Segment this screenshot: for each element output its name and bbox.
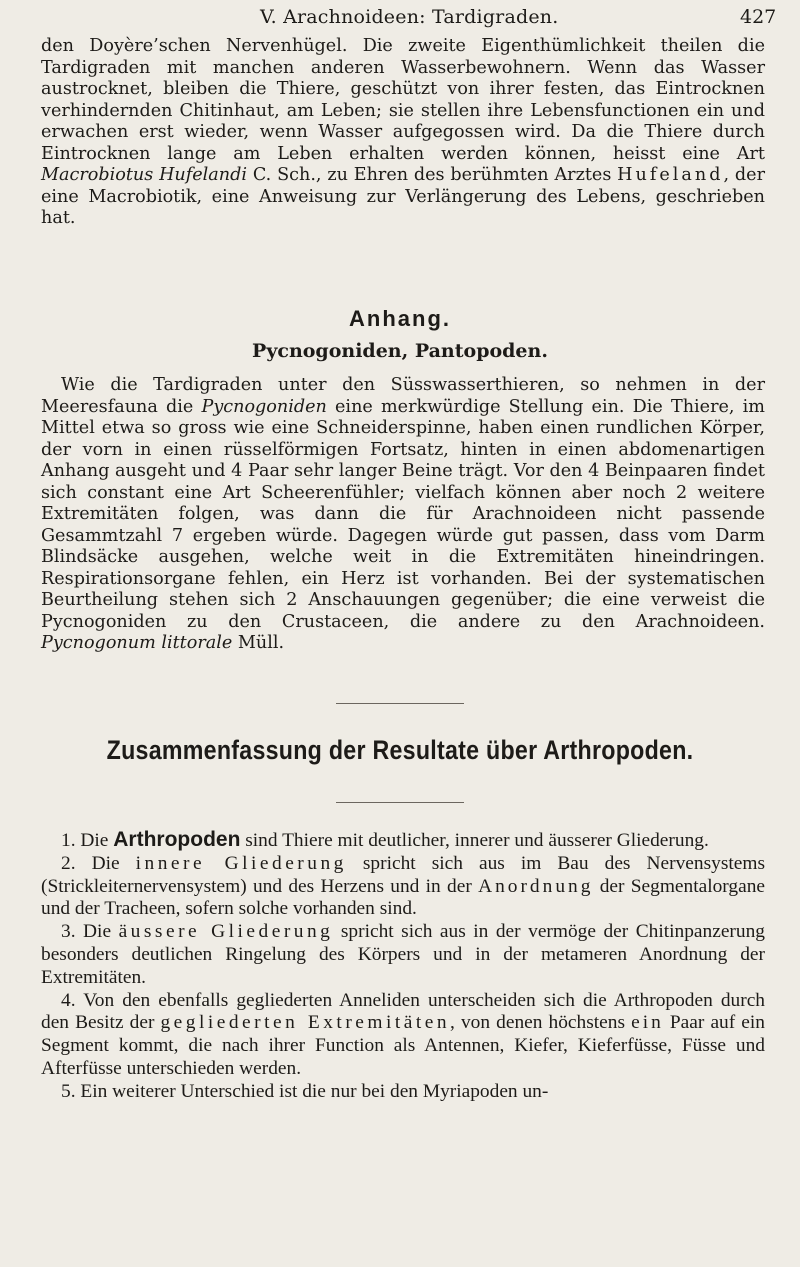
- item-3-text-a: 3. Die: [61, 921, 119, 943]
- item-4-text-e: Paar auf ein Segment kommt, die nach ihrer Function als Antennen, Kiefer, Kieferfüsse, Füsse und Afterfüsse unterschieden werden.: [41, 1012, 765, 1079]
- item-1-term: Arthropoden: [113, 828, 241, 851]
- appendix-text-a: Wie die Tardigraden unter den Süsswasserthieren, so nehmen in der Meeresfauna die: [41, 375, 765, 417]
- item-2-term-b: Anordnung: [478, 875, 594, 897]
- divider-bottom: [336, 802, 464, 803]
- item-4-text-c: , von denen höchstens: [450, 1012, 632, 1034]
- intro-text-a: den Doyère’schen Nervenhügel. Die zweite Eigenthümlichkeit theilen die Tardigraden mit manchen anderen Wasserbewohnern. Wenn das Wasser austrocknet, bleiben die Thiere, geschützt von ihrer festen, das Eintrocknen verhindernden Chitinhaut, am Leben; sie stellen ihre Lebensfunctionen ein und erwachen erst wieder, wenn Wasser aufgegossen wird. Da die Thiere durch Eintrocknen lange am Leben erhalten werden können, heisst eine Art: [41, 36, 765, 164]
- running-title: V. Arachnoideen: Tardigraden.: [260, 6, 559, 28]
- item-2-term: innere Gliederung: [135, 852, 347, 874]
- summary-list: [41, 829, 765, 1104]
- appendix-paragraph: [41, 375, 765, 655]
- item-3-term: äussere Gliederung: [118, 921, 334, 943]
- item-2-text-a: 2. Die: [61, 852, 136, 874]
- item-3-text-c: spricht sich aus in der vermöge der Chitinpanzerung besonders deutlichen Ringelung des Körpers und in der metameren Anordnung der Extremitäten.: [41, 921, 765, 988]
- running-head: [0, 6, 800, 32]
- intro-paragraph: [41, 36, 765, 230]
- item-1-text-c: sind Thiere mit deutlicher, innerer und äusserer Gliederung.: [240, 830, 709, 851]
- divider-top: [336, 703, 464, 704]
- item-5-text: 5. Ein weiterer Unterschied ist die nur bei den Myriapoden un-: [61, 1080, 549, 1102]
- intro-name-hufeland: Hufeland: [617, 165, 724, 185]
- appendix-genus: Pycnogoniden: [201, 396, 327, 417]
- appendix-subheading: Pycnogoniden, Pantopoden.: [252, 340, 548, 362]
- summary-item-2: [41, 853, 765, 921]
- appendix-paragraph-block: [41, 375, 765, 655]
- summary-item-1: [41, 829, 765, 853]
- item-2-text-c: spricht sich aus im Bau des Nervensystems (Strickleiternervensystem) und des Herzens und in der: [41, 852, 765, 897]
- intro-text-b: C. Sch., zu Ehren des berühmten Arztes: [247, 165, 618, 185]
- appendix-heading: Anhang.: [349, 306, 451, 331]
- item-1-text-a: 1. Die: [61, 830, 114, 851]
- page-number: 427: [740, 6, 777, 28]
- appendix-text-c: Müll.: [232, 633, 285, 653]
- intro-paragraph-block: [41, 36, 765, 230]
- intro-text-c: , der eine Macrobiotik, eine Anweisung zur Verlängerung des Lebens, geschrieben hat.: [41, 165, 765, 228]
- item-4-term-b: ein: [631, 1012, 664, 1034]
- summary-item-5: [41, 1081, 765, 1104]
- item-4-text-a: 4. Von den ebenfalls gegliederten Anneliden unterscheiden sich die Arthropoden durch den Besitz der: [41, 989, 765, 1034]
- appendix-species: Pycnogonum littorale: [41, 633, 233, 653]
- appendix-text-b: eine merkwürdige Stellung ein. Die Thiere, im Mittel etwa so gross wie eine Schneiderspinne, haben einen rundlichen Körper, der vorn in einen rüsselförmigen Fortsatz, hinten in einen abdomenartigen Anhang ausgeht und 4 Paar sehr langer Beine trägt. Vor den 4 Beinpaaren findet sich constant eine Art Scheerenfühler; vielfach können aber noch 2 weitere Extremitäten folgen, was dann die für Arachnoideen nicht passende Gesammtzahl 7 ergeben würde. Dagegen würde gut passen, dass vom Darm Blindsäcke ausgehen, welche weit in die Extremitäten hineindringen. Respirationsorgane fehlen, ein Herz ist vorhanden. Bei der systematischen Beurtheilung stehen sich 2 Anschauungen gegenüber; die eine verweist die Pycnogoniden zu den Crustaceen, die andere zu den Arachnoideen.: [41, 396, 765, 632]
- intro-species: Macrobiotus Hufelandi: [41, 165, 248, 185]
- item-4-term: gegliederten Extremitäten: [160, 1012, 451, 1034]
- summary-heading: Zusammenfassung der Resultate über Arthropoden.: [106, 735, 694, 765]
- summary-item-4: [41, 990, 765, 1081]
- summary-item-3: [41, 921, 765, 989]
- item-2-text-e: der Segmentalorgane und der Tracheen, sofern solche vorhanden sind.: [41, 875, 765, 920]
